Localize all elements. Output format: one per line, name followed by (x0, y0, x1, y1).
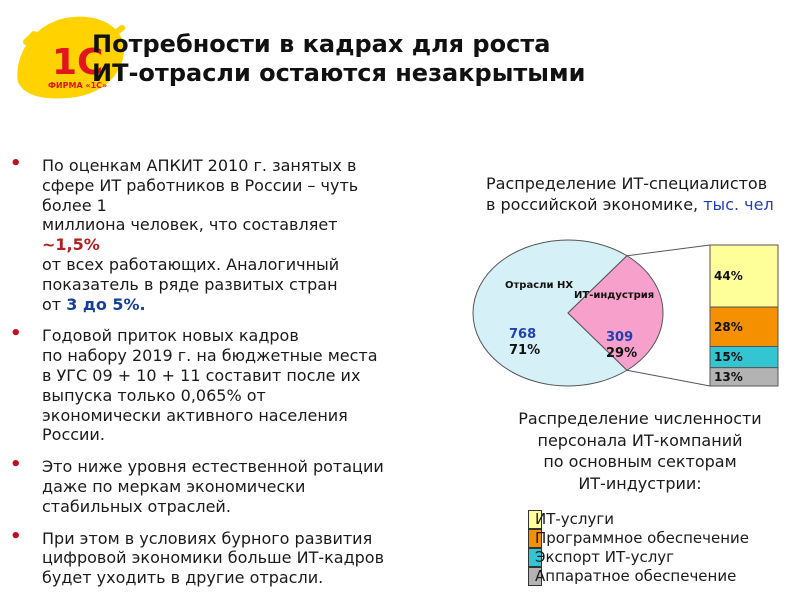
bullet-text: миллиона человек, что составляет (42, 215, 338, 235)
pie-label-it-industry: ИТ-индустрия (574, 290, 655, 301)
bullet-line (42, 196, 430, 216)
bullet-line (42, 477, 430, 497)
pie-value-other-industries: 768 (509, 327, 537, 342)
bullet-line (42, 255, 430, 275)
bullet-line (42, 275, 430, 295)
pie-chart-title (486, 173, 774, 215)
bullet-text: в УГС 09 + 10 + 11 составит после их (42, 365, 361, 385)
bullet-text: ~1,5% (42, 235, 100, 255)
bullet-line (42, 295, 430, 315)
pie-title-line-2: в российской экономике, тыс. чел (486, 195, 774, 214)
bullet-text: от всех работающих. Аналогичный (42, 254, 340, 274)
connector-line (627, 370, 710, 386)
bullet-text: будет уходить в другие отрасли. (42, 568, 324, 588)
pie-title-line-1: Распределение ИТ-специалистов (486, 174, 768, 193)
connector-line (627, 245, 710, 256)
bullet-text: выпуска только 0,065% от (42, 385, 266, 405)
bullet-line (42, 326, 430, 346)
sector-chart-title (490, 408, 790, 494)
sector-title-line: Распределение численности (518, 409, 762, 428)
legend-label: ИТ-услуги (535, 510, 615, 528)
bullet-line (42, 457, 430, 477)
pie-unit: тыс. чел (703, 195, 774, 214)
pie-percent-it-industry: 29% (606, 346, 638, 361)
bullet-text: По оценкам АПКИТ 2010 г. занятых в (42, 156, 357, 175)
bullet-text: от (42, 294, 67, 314)
bar-segment-label: 44% (714, 269, 743, 284)
bullet-marker: • (10, 525, 22, 547)
legend-label: Программное обеспечение (535, 529, 749, 547)
bullet-list (10, 153, 430, 600)
legend-label: Экспорт ИТ-услуг (535, 548, 675, 566)
bullet-text: Это ниже уровня естественной ротации (42, 457, 384, 477)
bullet-line (42, 529, 430, 549)
bullet-text: более 1 (42, 195, 107, 215)
bullet-text: по набору 2019 г. на бюджетные места (42, 346, 378, 366)
bullet-marker: • (10, 153, 22, 174)
title-line-1: Потребности в кадрах для роста (92, 30, 551, 58)
bullet-line (42, 548, 430, 568)
sector-title-line: ИТ-индустрии: (578, 473, 702, 493)
bullet-marker: • (10, 454, 22, 476)
bullet-text: стабильных отраслей. (42, 496, 231, 516)
bullet-item (10, 454, 430, 516)
bullet-item (10, 323, 430, 445)
bullet-line (42, 235, 430, 255)
bullet-text: 3 до 5%. (66, 294, 146, 314)
bullet-line (42, 568, 430, 588)
bullet-line (42, 386, 430, 406)
bullet-text: При этом в условиях бурного развития (42, 528, 373, 548)
bullet-line (42, 176, 430, 196)
bullet-text: Годовой приток новых кадров (42, 326, 299, 346)
legend-label: Аппаратное обеспечение (535, 567, 737, 585)
bar-segment-label: 15% (714, 350, 743, 365)
bullet-line (42, 346, 430, 366)
bullet-line (42, 406, 430, 426)
pie-percent-other-industries: 71% (509, 343, 541, 358)
bullet-text: экономически активного населения (42, 405, 348, 425)
logo-subtext: ФИРМА «1С» (48, 81, 108, 90)
bullet-item (10, 525, 430, 588)
pie-value-it-industry: 309 (606, 330, 634, 345)
title-line-2: ИТ-отрасли остаются незакрытыми (92, 59, 586, 87)
pie-label-other-industries: Отрасли НХ (505, 280, 574, 291)
bullet-text: сфере ИТ работников в России – чуть (42, 175, 359, 195)
bullet-marker: • (10, 323, 22, 345)
bullet-line (42, 497, 430, 517)
sector-title-line: персонала ИТ-компаний (537, 430, 743, 450)
bullet-text: показатель в ряде развитых стран (42, 274, 338, 294)
bullet-line (42, 215, 430, 235)
pie-bar-chart (470, 236, 800, 391)
bullet-line (42, 156, 430, 176)
bar-segment-label: 28% (714, 319, 743, 334)
bullet-text: цифровой экономики больше ИТ-кадров (42, 548, 385, 568)
bullet-line (42, 366, 430, 386)
sector-title-line: по основным секторам (543, 452, 737, 471)
bullet-item (10, 153, 430, 314)
bar-segment-label: 13% (714, 369, 743, 384)
bullet-text: России. (42, 425, 105, 445)
bullet-line (42, 425, 430, 445)
bullet-text: даже по меркам экономически (42, 476, 306, 496)
page-title (92, 30, 585, 88)
logo-text: 1С (52, 42, 104, 83)
